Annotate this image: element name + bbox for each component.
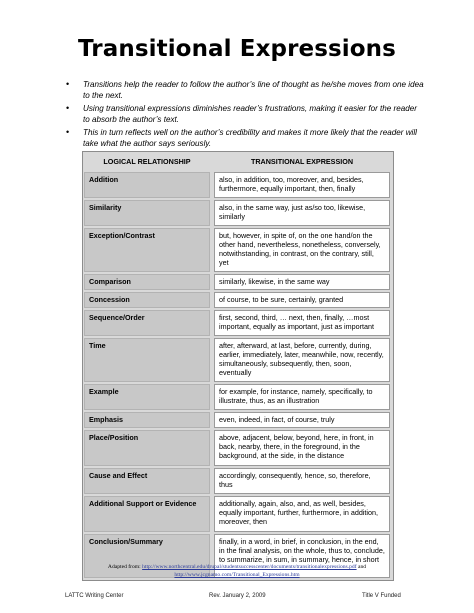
column-header-expression: TRANSITIONAL EXPRESSION: [214, 154, 390, 170]
source-citation: [0, 563, 474, 579]
relationship-cell: Place/Position: [84, 430, 210, 466]
expression-cell: above, adjacent, below, beyond, here, in front, in back, nearby, there, in the foreground, in the background, at the side, in the distance: [214, 430, 390, 466]
footer-left: LATTC Writing Center: [65, 593, 124, 599]
transitions-table: [82, 151, 394, 581]
bullet-icon: •: [66, 103, 70, 113]
page-title: Transitional Expressions: [78, 36, 396, 62]
relationship-cell: Example: [84, 384, 210, 410]
relationship-cell: Comparison: [84, 274, 210, 290]
source-link-northcentral[interactable]: http://www.northcentral.edu/drupal/studentsuccesscenter/documents/transitionalexpressions.pdf: [142, 564, 357, 570]
expression-cell: finally, in a word, in brief, in conclusion, in the end, in the final analysis, on the whole, thus to, conclude, to summarize, in sum, in summary, hence, in short: [214, 534, 390, 578]
bullet-item: [65, 79, 425, 101]
expression-cell: of course, to be sure, certainly, granted: [214, 292, 390, 308]
bullet-item: [65, 127, 425, 149]
relationship-cell: Concession: [84, 292, 210, 308]
bullet-text: This in turn reflects well on the author’s credibility and makes it more likely that the reader will take what the author says seriously.: [83, 128, 417, 148]
relationship-cell: Exception/Contrast: [84, 228, 210, 272]
expression-cell: for example, for instance, namely, specifically, to illustrate, thus, as an illustration: [214, 384, 390, 410]
footer-center: Rev. January 2, 2009: [209, 593, 266, 599]
expression-cell: after, afterward, at last, before, currently, during, earlier, immediately, later, meanwhile, now, recently, simultaneously, subsequently, then, soon, eventually: [214, 338, 390, 382]
relationship-cell: Sequence/Order: [84, 310, 210, 336]
expression-cell: even, indeed, in fact, of course, truly: [214, 412, 390, 428]
bullet-icon: •: [66, 127, 70, 137]
expression-cell: additionally, again, also, and, as well, besides, equally important, further, furthermore, in addition, moreover, then: [214, 496, 390, 532]
relationship-cell: Addition: [84, 172, 210, 198]
bullet-item: [65, 103, 425, 125]
expression-cell: also, in addition, too, moreover, and, besides, furthermore, equally important, then, finally: [214, 172, 390, 198]
citation-conjunction: and: [358, 564, 367, 570]
source-link-jcgnamo[interactable]: http://www.jcgnamo.com/Transitional_Expressions.htm: [174, 572, 300, 578]
bullet-icon: •: [66, 79, 70, 89]
citation-prefix: Adapted from:: [107, 564, 141, 570]
footer-right: Title V Funded: [362, 593, 401, 599]
intro-bullet-list: [65, 79, 425, 151]
relationship-cell: Cause and Effect: [84, 468, 210, 494]
expression-cell: first, second, third, … next, then, finally, …most important, equally as important, just as important: [214, 310, 390, 336]
relationship-cell: Additional Support or Evidence: [84, 496, 210, 532]
relationship-cell: Emphasis: [84, 412, 210, 428]
relationship-cell: Conclusion/Summary: [84, 534, 210, 578]
expression-cell: but, however, in spite of, on the one hand/on the other hand, nevertheless, nonetheless, conversely, notwithstanding, in contrast, on the contrary, still, yet: [214, 228, 390, 272]
expression-cell: accordingly, consequently, hence, so, therefore, thus: [214, 468, 390, 494]
column-header-relationship: LOGICAL RELATIONSHIP: [84, 154, 210, 170]
bullet-text: Using transitional expressions diminishes reader’s frustrations, making it easier for the reader to absorb the author’s text.: [83, 104, 417, 124]
bullet-text: Transitions help the reader to follow the author’s line of thought as he/she moves from one idea to the next.: [83, 80, 424, 100]
relationship-cell: Similarity: [84, 200, 210, 226]
expression-cell: also, in the same way, just as/so too, likewise, similarly: [214, 200, 390, 226]
expression-cell: similarly, likewise, in the same way: [214, 274, 390, 290]
relationship-cell: Time: [84, 338, 210, 382]
